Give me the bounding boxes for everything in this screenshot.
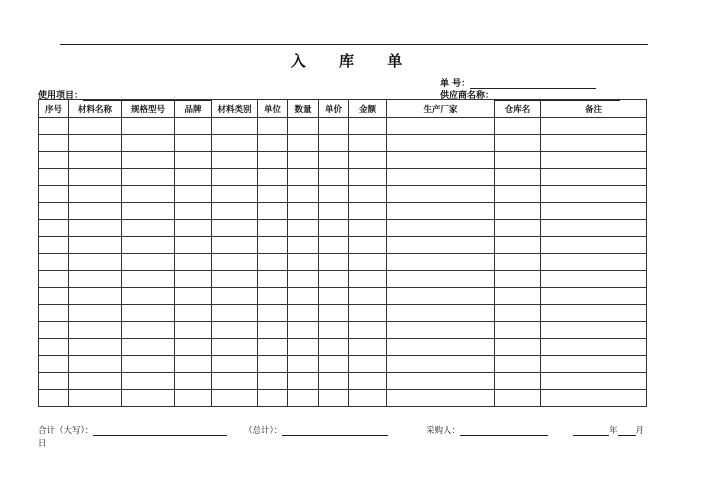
table-cell[interactable] [387,135,495,152]
table-cell[interactable] [319,356,349,373]
table-cell[interactable] [387,152,495,169]
table-header-row [39,100,647,118]
table-cell[interactable] [541,322,647,339]
table-cell[interactable] [349,322,387,339]
table-cell[interactable] [319,152,349,169]
table-cell[interactable] [349,135,387,152]
table-cell[interactable] [288,339,319,356]
table-cell[interactable] [349,305,387,322]
table-cell[interactable] [319,203,349,220]
table-row [39,339,647,356]
supplier-label: 供应商名称： [440,91,495,101]
table-cell[interactable] [69,271,122,288]
table-cell[interactable] [319,322,349,339]
table-cell[interactable] [541,390,647,407]
table-cell[interactable] [288,305,319,322]
table-cell[interactable] [69,254,122,271]
table-cell[interactable] [319,305,349,322]
table-cell[interactable] [212,186,258,203]
table-cell[interactable] [495,169,541,186]
table-cell[interactable] [212,390,258,407]
table-cell[interactable] [258,118,288,135]
total-upper-line[interactable] [93,426,227,436]
table-cell[interactable] [288,203,319,220]
table-cell[interactable] [541,254,647,271]
table-cell[interactable] [541,118,647,135]
table-cell[interactable] [495,186,541,203]
table-cell[interactable] [288,322,319,339]
table-cell[interactable] [495,118,541,135]
table-cell[interactable] [258,169,288,186]
table-cell[interactable] [349,237,387,254]
table-cell[interactable] [495,220,541,237]
table-row [39,356,647,373]
table-cell[interactable] [39,322,69,339]
table-row [39,288,647,305]
table-cell[interactable] [495,271,541,288]
table-row [39,135,647,152]
table-cell[interactable] [258,373,288,390]
table-cell[interactable] [541,186,647,203]
table-cell[interactable] [387,237,495,254]
table-cell[interactable] [258,237,288,254]
table-cell[interactable] [122,271,175,288]
table-row [39,237,647,254]
table-cell[interactable] [319,220,349,237]
column-header: 规格型号 [122,100,175,118]
table-cell[interactable] [349,356,387,373]
table-cell[interactable] [387,373,495,390]
table-cell[interactable] [212,373,258,390]
table-cell[interactable] [258,186,288,203]
table-cell[interactable] [349,339,387,356]
table-cell[interactable] [69,288,122,305]
table-cell[interactable] [122,339,175,356]
column-header: 生产厂家 [387,100,495,118]
table-cell[interactable] [288,152,319,169]
table-cell[interactable] [175,390,212,407]
column-header: 单价 [319,100,349,118]
table-cell[interactable] [319,390,349,407]
table-cell[interactable] [387,339,495,356]
table-cell[interactable] [212,322,258,339]
table-cell[interactable] [122,237,175,254]
inventory-table [38,99,647,407]
table-cell[interactable] [495,152,541,169]
table-cell[interactable] [69,237,122,254]
table-cell[interactable] [258,152,288,169]
table-cell[interactable] [288,373,319,390]
table-cell[interactable] [122,322,175,339]
table-cell[interactable] [212,152,258,169]
table-cell[interactable] [212,135,258,152]
table-cell[interactable] [349,118,387,135]
table-cell[interactable] [387,356,495,373]
table-cell[interactable] [258,220,288,237]
table-cell[interactable] [319,118,349,135]
table-cell[interactable] [288,220,319,237]
table-cell[interactable] [69,373,122,390]
table-cell[interactable] [39,271,69,288]
table-cell[interactable] [387,186,495,203]
table-cell[interactable] [349,186,387,203]
table-cell[interactable] [69,390,122,407]
table-cell[interactable] [495,203,541,220]
year-line[interactable] [573,426,609,436]
table-row [39,186,647,203]
table-cell[interactable] [319,237,349,254]
table-cell[interactable] [319,135,349,152]
table-cell[interactable] [387,220,495,237]
purchaser-field [426,424,548,436]
month-line[interactable] [618,426,636,436]
table-cell[interactable] [69,322,122,339]
table-cell[interactable] [258,288,288,305]
table-cell[interactable] [39,288,69,305]
table-cell[interactable] [39,254,69,271]
table-row [39,118,647,135]
table-cell[interactable] [69,203,122,220]
table-cell[interactable] [541,288,647,305]
table-cell[interactable] [349,288,387,305]
table-row [39,322,647,339]
table-cell[interactable] [349,390,387,407]
table-cell[interactable] [387,390,495,407]
table-cell[interactable] [212,118,258,135]
table-cell[interactable] [39,220,69,237]
table-cell[interactable] [175,186,212,203]
table-cell[interactable] [39,373,69,390]
table-cell[interactable] [122,373,175,390]
column-header: 序号 [39,100,69,118]
table-cell[interactable] [288,118,319,135]
table-cell[interactable] [175,373,212,390]
table-cell[interactable] [212,237,258,254]
table-cell[interactable] [69,152,122,169]
total-label: （总计）： [244,426,283,436]
table-cell[interactable] [69,186,122,203]
table-cell[interactable] [495,390,541,407]
table-cell[interactable] [495,288,541,305]
table-cell[interactable] [495,305,541,322]
table-cell[interactable] [122,288,175,305]
table-cell[interactable] [495,254,541,271]
table-cell[interactable] [212,203,258,220]
table-cell[interactable] [387,305,495,322]
table-cell[interactable] [319,271,349,288]
table-cell[interactable] [495,339,541,356]
table-cell[interactable] [319,169,349,186]
table-cell[interactable] [541,237,647,254]
table-cell[interactable] [387,254,495,271]
table-cell[interactable] [288,237,319,254]
table-cell[interactable] [541,305,647,322]
table-cell[interactable] [349,203,387,220]
table-cell[interactable] [541,356,647,373]
total-field [244,424,388,436]
table-cell[interactable] [69,135,122,152]
table-cell[interactable] [387,271,495,288]
table-cell[interactable] [495,135,541,152]
day-label: 日 [38,439,47,449]
table-cell[interactable] [387,169,495,186]
table-cell[interactable] [122,390,175,407]
table-row [39,305,647,322]
table-cell[interactable] [387,322,495,339]
table-cell[interactable] [212,220,258,237]
purchaser-line[interactable] [460,426,548,436]
table-cell[interactable] [39,356,69,373]
serial-no-label: 单 号： [440,79,471,89]
table-cell[interactable] [122,356,175,373]
table-cell[interactable] [212,356,258,373]
table-row [39,254,647,271]
table-cell[interactable] [69,220,122,237]
table-cell[interactable] [39,135,69,152]
page-title: 入 库 单 [290,52,417,70]
table-row [39,169,647,186]
table-cell[interactable] [175,118,212,135]
table-cell[interactable] [258,390,288,407]
table-cell[interactable] [39,152,69,169]
table-cell[interactable] [258,339,288,356]
table-cell[interactable] [541,220,647,237]
purchaser-label: 采购人： [426,426,461,436]
table-cell[interactable] [39,305,69,322]
table-cell[interactable] [39,390,69,407]
column-header: 材料类别 [212,100,258,118]
table-cell[interactable] [349,169,387,186]
table-cell[interactable] [288,390,319,407]
table-cell[interactable] [69,169,122,186]
table-cell[interactable] [39,169,69,186]
table-cell[interactable] [288,271,319,288]
table-cell[interactable] [175,203,212,220]
table-cell[interactable] [258,271,288,288]
table-cell[interactable] [122,203,175,220]
table-cell[interactable] [258,322,288,339]
table-cell[interactable] [319,339,349,356]
table-cell[interactable] [122,118,175,135]
table-cell[interactable] [212,169,258,186]
table-cell[interactable] [39,339,69,356]
table-cell[interactable] [122,135,175,152]
table-row [39,271,647,288]
table-cell[interactable] [212,271,258,288]
table-cell[interactable] [175,271,212,288]
month-label: 月 [635,426,645,436]
total-line[interactable] [282,426,388,436]
table-cell[interactable] [258,254,288,271]
table-cell[interactable] [258,203,288,220]
table-cell[interactable] [122,169,175,186]
usage-label: 使用项目： [38,91,84,101]
table-cell[interactable] [122,220,175,237]
table-cell[interactable] [175,152,212,169]
table-cell[interactable] [122,152,175,169]
table-cell[interactable] [175,288,212,305]
total-upper-field [38,424,227,436]
column-header: 金额 [349,100,387,118]
table-row [39,220,647,237]
table-cell[interactable] [175,305,212,322]
table-cell[interactable] [349,271,387,288]
table-cell[interactable] [349,220,387,237]
table-cell[interactable] [39,237,69,254]
table-cell[interactable] [541,152,647,169]
table-cell[interactable] [175,135,212,152]
table-cell[interactable] [39,203,69,220]
table-cell[interactable] [69,118,122,135]
table-cell[interactable] [541,169,647,186]
table-cell[interactable] [319,186,349,203]
table-cell[interactable] [69,339,122,356]
column-header: 品牌 [175,100,212,118]
table-cell[interactable] [212,288,258,305]
table-cell[interactable] [258,305,288,322]
table-cell[interactable] [258,135,288,152]
table-cell[interactable] [258,356,288,373]
table-cell[interactable] [387,203,495,220]
table-cell[interactable] [288,169,319,186]
date-field [573,424,644,436]
table-cell[interactable] [122,305,175,322]
table-cell[interactable] [541,203,647,220]
table-cell[interactable] [69,356,122,373]
table-cell[interactable] [212,305,258,322]
table-cell[interactable] [122,254,175,271]
table-cell[interactable] [541,373,647,390]
table-cell[interactable] [541,339,647,356]
table-cell[interactable] [495,373,541,390]
table-cell[interactable] [39,186,69,203]
table-cell[interactable] [288,254,319,271]
table-body [39,118,647,407]
table-cell[interactable] [541,135,647,152]
table-cell[interactable] [288,356,319,373]
table-cell[interactable] [175,237,212,254]
table-cell[interactable] [175,220,212,237]
table-cell[interactable] [349,152,387,169]
table-cell[interactable] [175,322,212,339]
table-cell[interactable] [495,237,541,254]
table-cell[interactable] [288,186,319,203]
table-cell[interactable] [387,118,495,135]
table-cell[interactable] [319,288,349,305]
table-cell[interactable] [69,305,122,322]
column-header: 单位 [258,100,288,118]
table-cell[interactable] [212,339,258,356]
table-cell[interactable] [39,118,69,135]
table-cell[interactable] [495,356,541,373]
table-cell[interactable] [387,288,495,305]
table-cell[interactable] [175,356,212,373]
table-cell[interactable] [175,169,212,186]
table-cell[interactable] [541,271,647,288]
table-cell[interactable] [349,254,387,271]
table-cell[interactable] [288,135,319,152]
column-header: 仓库名 [495,100,541,118]
table-cell[interactable] [175,254,212,271]
column-header: 数量 [288,100,319,118]
table-cell[interactable] [319,373,349,390]
table-cell[interactable] [349,373,387,390]
column-header: 材料名称 [69,100,122,118]
table-cell[interactable] [175,339,212,356]
table-cell[interactable] [212,254,258,271]
table-row [39,373,647,390]
table-row [39,152,647,169]
top-rule [60,44,648,45]
table-row [39,203,647,220]
total-upper-label: 合计（大写）： [38,426,94,436]
table-cell[interactable] [288,288,319,305]
column-header: 备注 [541,100,647,118]
table-cell[interactable] [319,254,349,271]
table-row [39,390,647,407]
table-cell[interactable] [495,322,541,339]
year-label: 年 [609,426,618,436]
table-cell[interactable] [122,186,175,203]
